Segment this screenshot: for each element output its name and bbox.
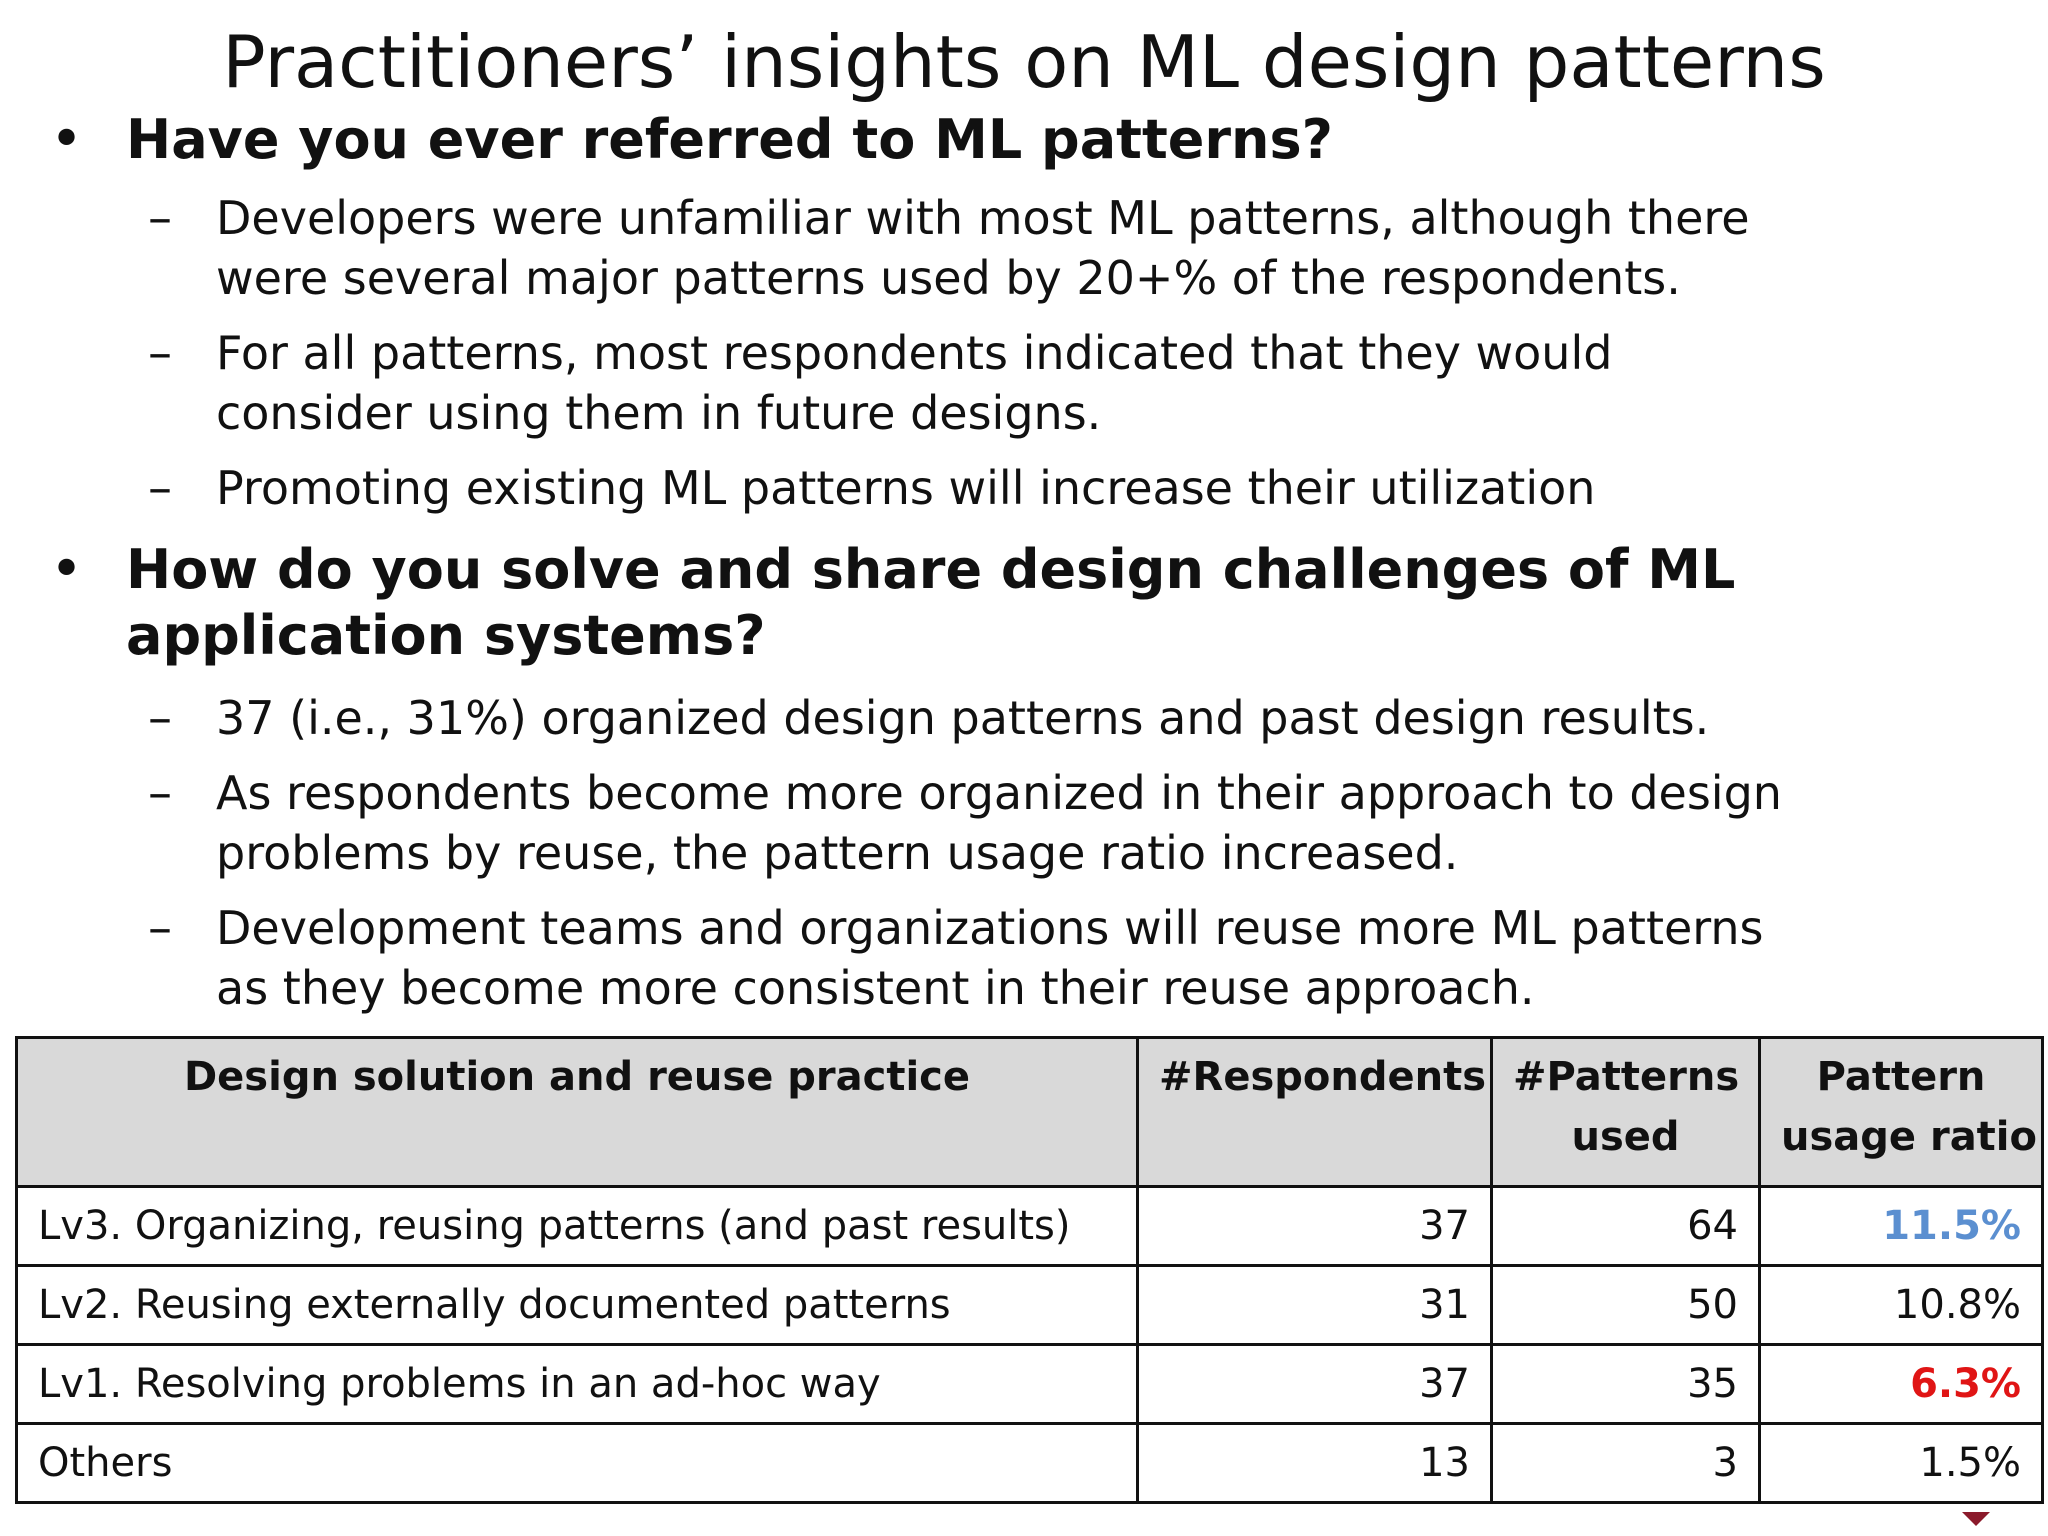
cell-ratio: 6.3% bbox=[1760, 1345, 2043, 1424]
cell-respondents: 37 bbox=[1138, 1345, 1492, 1424]
bullet-marker: • bbox=[50, 107, 84, 172]
cell-practice: Lv3. Organizing, reusing patterns (and past results) bbox=[17, 1187, 1138, 1266]
point-1-1-line-1: Developers were unfamiliar with most ML patterns, although there bbox=[216, 191, 1750, 245]
cell-practice: Lv2. Reusing externally documented patterns bbox=[17, 1266, 1138, 1345]
table-row bbox=[17, 1424, 2043, 1503]
point-1-1-line-2: were several major patterns used by 20+% of the respondents. bbox=[216, 251, 1681, 305]
reuse-practice-table bbox=[15, 1036, 2044, 1504]
cell-respondents: 13 bbox=[1138, 1424, 1492, 1503]
table-row bbox=[17, 1345, 2043, 1424]
dash-marker: – bbox=[148, 690, 172, 746]
header-practice: Design solution and reuse practice bbox=[17, 1038, 1138, 1187]
table-row bbox=[17, 1266, 2043, 1345]
cell-patterns: 3 bbox=[1492, 1424, 1760, 1503]
dash-marker: – bbox=[148, 325, 172, 381]
header-usage-ratio: Pattern usage ratio bbox=[1760, 1038, 2043, 1187]
cell-ratio: 11.5% bbox=[1760, 1187, 2043, 1266]
header-patterns-used: #Patterns used bbox=[1492, 1038, 1760, 1187]
table-header-row bbox=[17, 1038, 2043, 1187]
point-1-3-line-1: Promoting existing ML patterns will increase their utilization bbox=[216, 461, 1596, 515]
point-2-1-line-1: 37 (i.e., 31%) organized design patterns and past design results. bbox=[216, 691, 1710, 745]
point-2-3-line-1: Development teams and organizations will reuse more ML patterns bbox=[216, 901, 1764, 955]
corner-triangle-icon bbox=[1962, 1512, 1990, 1526]
cell-ratio: 10.8% bbox=[1760, 1266, 2043, 1345]
point-2-2-line-1: As respondents become more organized in their approach to design bbox=[216, 766, 1782, 820]
dash-marker: – bbox=[148, 460, 172, 516]
cell-patterns: 35 bbox=[1492, 1345, 1760, 1424]
header-respondents: #Respondents bbox=[1138, 1038, 1492, 1187]
point-1-2-line-2: consider using them in future designs. bbox=[216, 386, 1102, 440]
cell-ratio: 1.5% bbox=[1760, 1424, 2043, 1503]
dash-marker: – bbox=[148, 900, 172, 956]
cell-practice: Lv1. Resolving problems in an ad-hoc way bbox=[17, 1345, 1138, 1424]
dash-marker: – bbox=[148, 190, 172, 246]
table-row bbox=[17, 1187, 2043, 1266]
point-2-2-line-2: problems by reuse, the pattern usage ratio increased. bbox=[216, 826, 1459, 880]
question-2-line-2: application systems? bbox=[126, 604, 766, 667]
cell-respondents: 31 bbox=[1138, 1266, 1492, 1345]
slide-title: Practitioners’ insights on ML design patterns bbox=[222, 20, 1826, 104]
cell-respondents: 37 bbox=[1138, 1187, 1492, 1266]
question-1: Have you ever referred to ML patterns? bbox=[126, 108, 1333, 171]
point-1-2-line-1: For all patterns, most respondents indicated that they would bbox=[216, 326, 1613, 380]
bullet-marker: • bbox=[50, 537, 84, 602]
dash-marker: – bbox=[148, 765, 172, 821]
question-2-line-1: How do you solve and share design challenges of ML bbox=[126, 538, 1736, 601]
cell-patterns: 50 bbox=[1492, 1266, 1760, 1345]
cell-patterns: 64 bbox=[1492, 1187, 1760, 1266]
cell-practice: Others bbox=[17, 1424, 1138, 1503]
point-2-3-line-2: as they become more consistent in their reuse approach. bbox=[216, 961, 1535, 1015]
